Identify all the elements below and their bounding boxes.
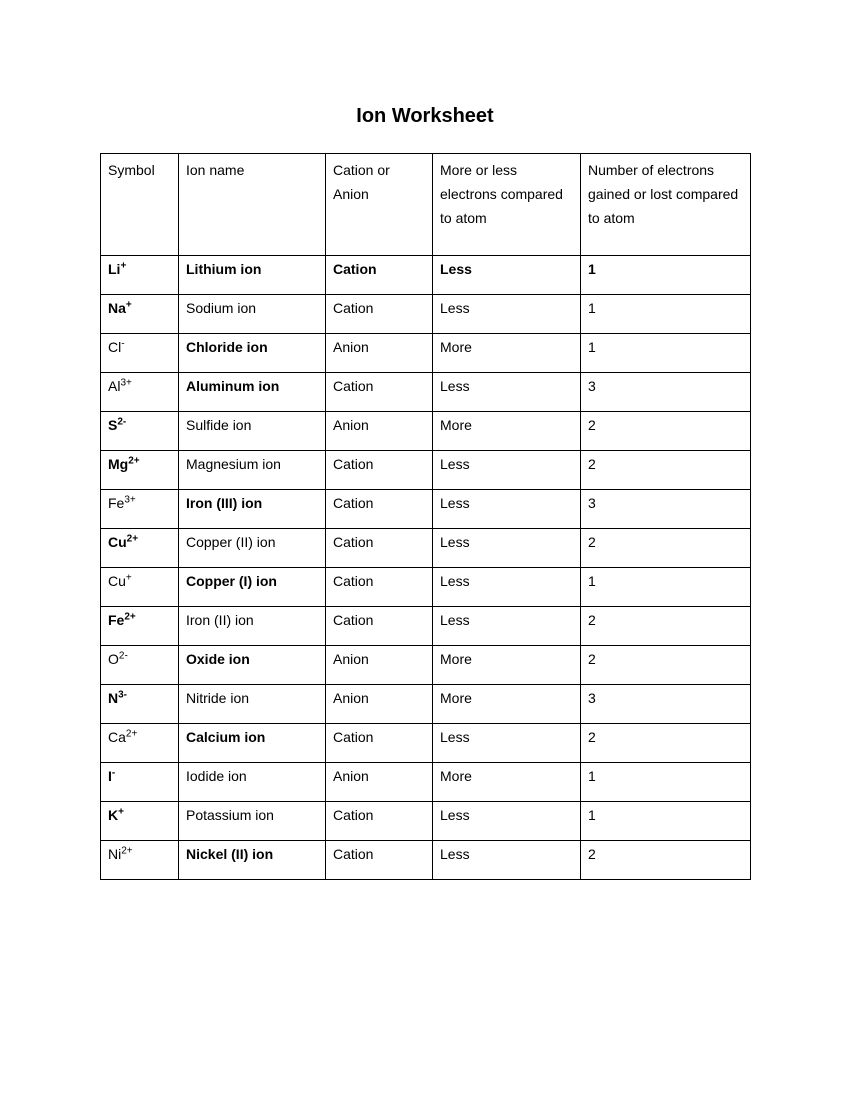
- table-row: [101, 256, 751, 295]
- cell-electron-count: 3: [581, 490, 751, 529]
- cell-more-or-less: Less: [433, 724, 581, 763]
- cell-ion-name: Lithium ion: [179, 256, 326, 295]
- table-row: [101, 724, 751, 763]
- cell-cation-or-anion: Cation: [326, 841, 433, 880]
- cell-ion-name: Sodium ion: [179, 295, 326, 334]
- header-row: [101, 154, 751, 256]
- cell-ion-name: Iron (II) ion: [179, 607, 326, 646]
- cell-cation-or-anion: Anion: [326, 646, 433, 685]
- cell-more-or-less: Less: [433, 490, 581, 529]
- cell-cation-or-anion: Cation: [326, 256, 433, 295]
- cell-symbol: K+: [101, 802, 179, 841]
- cell-cation-or-anion: Anion: [326, 685, 433, 724]
- cell-electron-count: 2: [581, 841, 751, 880]
- cell-ion-name: Sulfide ion: [179, 412, 326, 451]
- cell-electron-count: 2: [581, 412, 751, 451]
- cell-electron-count: 2: [581, 646, 751, 685]
- cell-more-or-less: Less: [433, 256, 581, 295]
- cell-electron-count: 2: [581, 529, 751, 568]
- cell-ion-name: Magnesium ion: [179, 451, 326, 490]
- header-ion-name: Ion name: [179, 154, 326, 256]
- cell-symbol: $O^{2-}$: [101, 646, 179, 685]
- cell-electron-count: 3: [581, 373, 751, 412]
- table-row: [101, 295, 751, 334]
- cell-more-or-less: Less: [433, 451, 581, 490]
- table-row: [101, 841, 751, 880]
- cell-symbol: $Fe^{3+}$: [101, 490, 179, 529]
- cell-symbol: $Fe^{2+}$: [101, 607, 179, 646]
- cell-more-or-less: Less: [433, 841, 581, 880]
- cell-more-or-less: More: [433, 334, 581, 373]
- cell-ion-name: Oxide ion: [179, 646, 326, 685]
- table-row: [101, 685, 751, 724]
- cell-symbol: $Mg^{2+}$: [101, 451, 179, 490]
- ion-charge-superscript: 3+: [124, 494, 136, 506]
- cell-ion-name: Copper (I) ion: [179, 568, 326, 607]
- cell-more-or-less: Less: [433, 607, 581, 646]
- cell-cation-or-anion: Cation: [326, 295, 433, 334]
- cell-symbol: $Al^{3+}$: [101, 373, 179, 412]
- table-row: [101, 568, 751, 607]
- table-row: [101, 646, 751, 685]
- cell-more-or-less: More: [433, 685, 581, 724]
- cell-symbol: Cl-: [101, 334, 179, 373]
- cell-electron-count: 1: [581, 763, 751, 802]
- ion-charge-superscript: 2+: [128, 455, 140, 467]
- ion-charge-superscript: 3+: [120, 377, 132, 389]
- ion-charge-superscript: 2+: [126, 533, 139, 545]
- ion-charge-superscript: -: [121, 338, 125, 350]
- cell-cation-or-anion: Cation: [326, 373, 433, 412]
- header-cation-or-anion: Cation or Anion: [326, 154, 433, 256]
- cell-cation-or-anion: Cation: [326, 451, 433, 490]
- cell-symbol: Na+: [101, 295, 179, 334]
- cell-cation-or-anion: Anion: [326, 763, 433, 802]
- cell-ion-name: Calcium ion: [179, 724, 326, 763]
- cell-symbol: Cu+: [101, 568, 179, 607]
- cell-more-or-less: More: [433, 412, 581, 451]
- cell-cation-or-anion: Cation: [326, 490, 433, 529]
- ion-charge-superscript: 2-: [117, 416, 127, 428]
- header-electron-count: Number of electrons gained or lost compared to atom: [581, 154, 751, 256]
- cell-ion-name: Chloride ion: [179, 334, 326, 373]
- ion-charge-superscript: -: [111, 767, 116, 779]
- cell-more-or-less: More: [433, 763, 581, 802]
- cell-cation-or-anion: Cation: [326, 529, 433, 568]
- ion-charge-superscript: 2+: [125, 728, 138, 740]
- ion-charge-superscript: +: [120, 260, 127, 272]
- cell-ion-name: Copper (II) ion: [179, 529, 326, 568]
- cell-more-or-less: Less: [433, 529, 581, 568]
- cell-ion-name: Iron (III) ion: [179, 490, 326, 529]
- ion-charge-superscript: +: [118, 806, 124, 818]
- cell-ion-name: Nitride ion: [179, 685, 326, 724]
- cell-electron-count: 1: [581, 568, 751, 607]
- cell-electron-count: 1: [581, 295, 751, 334]
- table-row: [101, 334, 751, 373]
- cell-cation-or-anion: Cation: [326, 568, 433, 607]
- cell-symbol: I-: [101, 763, 179, 802]
- cell-electron-count: 1: [581, 802, 751, 841]
- table-row: [101, 763, 751, 802]
- cell-symbol: $N^{3-}$: [101, 685, 179, 724]
- cell-cation-or-anion: Cation: [326, 607, 433, 646]
- cell-more-or-less: More: [433, 646, 581, 685]
- ion-table-header: [101, 154, 751, 256]
- cell-more-or-less: Less: [433, 295, 581, 334]
- cell-electron-count: 1: [581, 334, 751, 373]
- cell-symbol: Li+: [101, 256, 179, 295]
- table-row: [101, 802, 751, 841]
- cell-cation-or-anion: Anion: [326, 412, 433, 451]
- cell-electron-count: 1: [581, 256, 751, 295]
- cell-electron-count: 2: [581, 724, 751, 763]
- cell-ion-name: Iodide ion: [179, 763, 326, 802]
- cell-cation-or-anion: Cation: [326, 724, 433, 763]
- cell-cation-or-anion: Anion: [326, 334, 433, 373]
- cell-ion-name: Potassium ion: [179, 802, 326, 841]
- cell-ion-name: Aluminum ion: [179, 373, 326, 412]
- cell-more-or-less: Less: [433, 373, 581, 412]
- ion-charge-superscript: +: [125, 299, 132, 311]
- ion-charge-superscript: 2-: [118, 650, 128, 662]
- ion-charge-superscript: 2+: [121, 845, 133, 857]
- cell-cation-or-anion: Cation: [326, 802, 433, 841]
- ion-charge-superscript: 3-: [118, 689, 128, 701]
- cell-symbol: $S^{2-}$: [101, 412, 179, 451]
- cell-ion-name: Nickel (II) ion: [179, 841, 326, 880]
- cell-symbol: $Ca^{2+}$: [101, 724, 179, 763]
- table-row: [101, 490, 751, 529]
- ion-charge-superscript: 2+: [124, 611, 136, 623]
- table-row: [101, 529, 751, 568]
- table-row: [101, 607, 751, 646]
- cell-symbol: $Ni^{2+}$: [101, 841, 179, 880]
- table-row: [101, 373, 751, 412]
- cell-electron-count: 3: [581, 685, 751, 724]
- cell-more-or-less: Less: [433, 802, 581, 841]
- cell-more-or-less: Less: [433, 568, 581, 607]
- table-row: [101, 451, 751, 490]
- table-row: [101, 412, 751, 451]
- header-symbol: Symbol: [101, 154, 179, 256]
- cell-electron-count: 2: [581, 607, 751, 646]
- ion-charge-superscript: +: [125, 572, 132, 584]
- ion-table-body: [101, 256, 751, 880]
- ion-table: [100, 153, 751, 880]
- header-more-or-less: More or less electrons compared to atom: [433, 154, 581, 256]
- page-title: Ion Worksheet: [356, 105, 494, 127]
- cell-electron-count: 2: [581, 451, 751, 490]
- cell-symbol: $Cu^{2+}$: [101, 529, 179, 568]
